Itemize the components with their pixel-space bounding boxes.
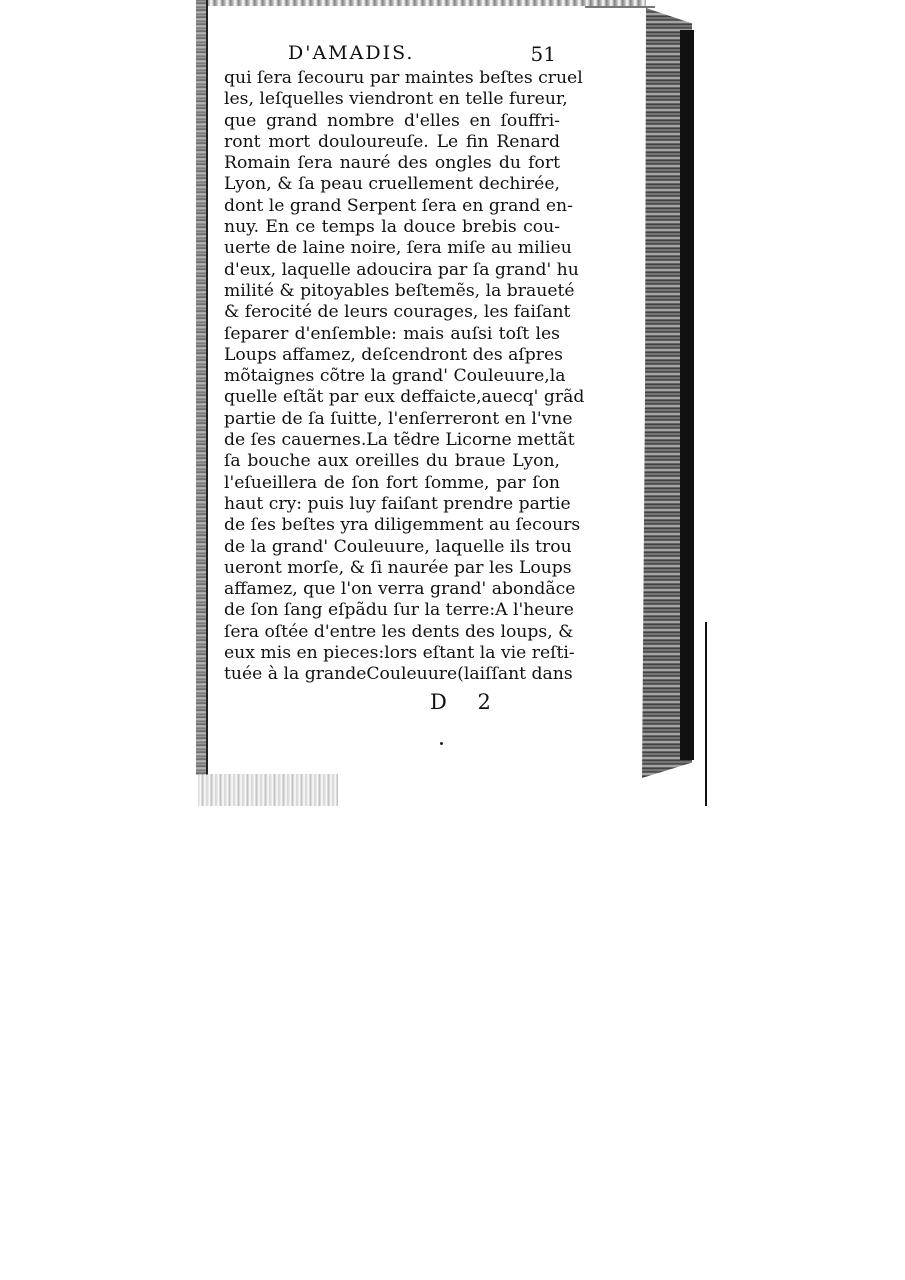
text-line: uerte de laine noire, ſera miſe au milieu xyxy=(224,238,572,259)
text-line: nuy. En ce temps la douce brebis cou- xyxy=(224,217,560,238)
text-line: Loups affamez, deſcendront des aſpres xyxy=(224,344,563,365)
bottom-left-smudge xyxy=(198,774,338,806)
text-line: ſera oſtée d'entre les dents des loups, & xyxy=(224,621,574,642)
text-line: les, leſquelles viendront en telle fureur, xyxy=(224,89,568,110)
printer-signature: D 2 xyxy=(430,690,503,714)
text-line: quelle eſtãt par eux deffaicte,auecq' grãd xyxy=(224,387,585,408)
right-book-edge-shadow xyxy=(680,30,694,760)
text-line: que grand nombre d'elles en ſouffri- xyxy=(224,110,560,131)
ink-speck xyxy=(440,742,443,745)
text-line: eux mis en pieces:lors eſtant la vie reſti- xyxy=(224,643,575,664)
top-right-edge-mark xyxy=(585,6,655,8)
body-text xyxy=(224,68,585,686)
text-line: Romain ſera nauré des ongles du fort xyxy=(224,153,560,174)
text-line: partie de ſa ſuitte, l'enſerreront en l'vne xyxy=(224,408,573,429)
text-line: & ferocité de leurs courages, les faiſant xyxy=(224,302,571,323)
left-page-border xyxy=(206,0,208,775)
text-line: tuée à la grandeCouleuure(laiſſant dans xyxy=(224,664,573,685)
text-line: ſa bouche aux oreilles du braue Lyon, xyxy=(224,451,560,472)
text-line: d'eux, laquelle adoucira par ſa grand' hu xyxy=(224,259,579,280)
text-line: milité & pitoyables beſtemẽs, la braueté xyxy=(224,280,575,301)
text-line: ſeparer d'enſemble: mais auſsi toſt les xyxy=(224,323,560,344)
right-margin-line xyxy=(705,622,707,806)
text-line: ront mort douloureuſe. Le fin Renard xyxy=(224,131,560,152)
text-line: de ſon ſang eſpãdu ſur la terre:A l'heure xyxy=(224,600,574,621)
text-line: mõtaignes cõtre la grand' Couleuure,la xyxy=(224,366,566,387)
text-line: ueront morſe, & ſi naurée par les Loups xyxy=(224,557,572,578)
text-line: de ſes cauernes.La tẽdre Licorne mettãt xyxy=(224,430,575,451)
text-line: dont le grand Serpent ſera en grand en- xyxy=(224,195,573,216)
text-line: haut cry: puis luy faiſant prendre partie xyxy=(224,493,571,514)
text-line: l'eſueillera de ſon fort ſomme, par ſon xyxy=(224,472,560,493)
running-head: D'AMADIS. xyxy=(288,42,415,64)
page-number: 51 xyxy=(530,42,556,66)
text-line: de ſes beſtes yra diligemment au ſecours xyxy=(224,515,581,536)
text-line: qui ſera ſecouru par maintes beſtes cruel xyxy=(224,68,583,88)
text-line: de la grand' Couleuure, laquelle ils trou xyxy=(224,536,572,557)
text-line: Lyon, & ſa peau cruellement dechirée, xyxy=(224,174,560,195)
top-page-edge xyxy=(206,0,646,6)
text-line: affamez, que l'on verra grand' abondãce xyxy=(224,579,576,600)
